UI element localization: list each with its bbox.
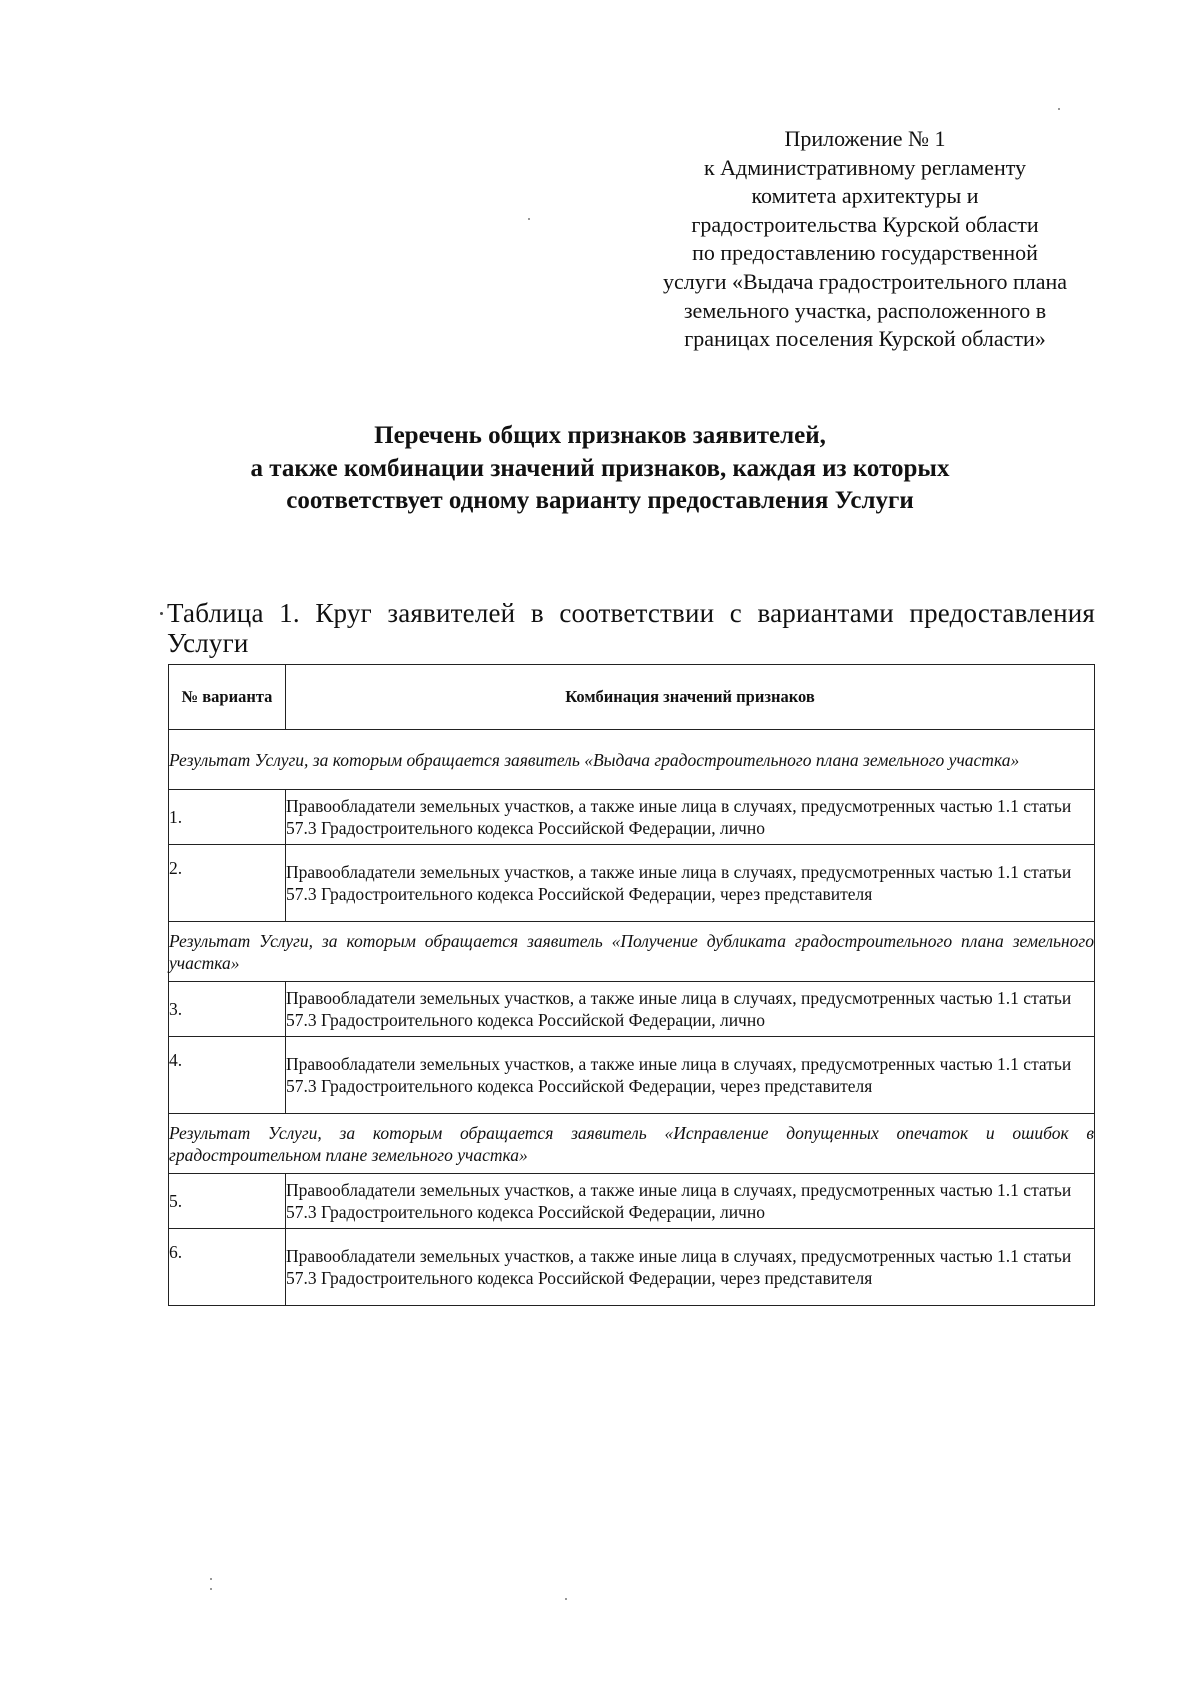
variant-description: Правообладатели земельных участков, а также иные лица в случаях, предусмотренных частью 1.1 статьи 57.3 Градостроительного кодекса Российской Федерации, через представителя <box>286 1229 1095 1306</box>
group-row <box>169 1114 1095 1174</box>
table-row <box>169 845 1095 922</box>
variant-number: 2. <box>169 845 286 922</box>
variant-number: 6. <box>169 1229 286 1306</box>
annex-line: услуги «Выдача градостроительного плана <box>662 268 1068 294</box>
group-result: Результат Услуги, за которым обращается заявитель «Получение дубликата градостроительного плана земельного участка» <box>169 922 1095 982</box>
annex-line: земельного участка, расположенного в <box>683 297 1047 323</box>
table-header-row <box>169 665 1095 730</box>
title-line: а также комбинации значений признаков, каждая из которых <box>250 454 950 482</box>
variant-number: 1. <box>169 790 286 845</box>
table-row <box>169 982 1095 1037</box>
table-caption: Таблица 1. Круг заявителей в соответствии с вариантами предоставления Услуги <box>167 598 1095 658</box>
scan-speck <box>565 1598 567 1600</box>
variant-description: Правообладатели земельных участков, а также иные лица в случаях, предусмотренных частью 1.1 статьи 57.3 Градостроительного кодекса Российской Федерации, лично <box>286 1174 1095 1229</box>
table-row <box>169 1229 1095 1306</box>
annex-header <box>630 125 1100 354</box>
variant-number: 4. <box>169 1037 286 1114</box>
title-line: соответствует одному варианту предоставления Услуги <box>286 487 914 514</box>
annex-line: комитета архитектуры и <box>751 183 979 209</box>
variant-number: 5. <box>169 1174 286 1229</box>
variant-description: Правообладатели земельных участков, а также иные лица в случаях, предусмотренных частью 1.1 статьи 57.3 Градостроительного кодекса Российской Федерации, лично <box>286 982 1095 1037</box>
annex-line: по предоставлению государственной <box>692 240 1038 266</box>
scan-speck <box>528 218 530 220</box>
header-variant-number: № варианта <box>169 665 286 730</box>
variant-description: Правообладатели земельных участков, а также иные лица в случаях, предусмотренных частью 1.1 статьи 57.3 Градостроительного кодекса Российской Федерации, лично <box>286 790 1095 845</box>
group-row <box>169 730 1095 790</box>
annex-line: Приложение № 1 <box>784 126 946 151</box>
table-row <box>169 1037 1095 1114</box>
scan-speck <box>1058 108 1060 110</box>
scan-speck <box>210 1588 212 1590</box>
scan-speck <box>160 612 163 615</box>
title-line: Перечень общих признаков заявителей, <box>374 422 826 449</box>
scan-speck <box>210 1578 212 1580</box>
annex-line: к Административному регламенту <box>703 154 1027 180</box>
group-row <box>169 922 1095 982</box>
table-row <box>169 1174 1095 1229</box>
variants-table <box>168 664 1095 1306</box>
variant-description: Правообладатели земельных участков, а также иные лица в случаях, предусмотренных частью 1.1 статьи 57.3 Градостроительного кодекса Российской Федерации, через представителя <box>286 845 1095 922</box>
header-combination: Комбинация значений признаков <box>286 665 1095 730</box>
group-result: Результат Услуги, за которым обращается заявитель «Исправление допущенных опечаток и ошибок в градостроительном плане земельного участка» <box>169 1114 1095 1174</box>
annex-line: градостроительства Курской области <box>691 211 1039 237</box>
document-title <box>0 420 1200 518</box>
variant-number: 3. <box>169 982 286 1037</box>
annex-line: границах поселения Курской области» <box>684 326 1046 352</box>
group-result: Результат Услуги, за которым обращается заявитель «Выдача градостроительного плана земельного участка» <box>169 730 1095 790</box>
table-row <box>169 790 1095 845</box>
variant-description: Правообладатели земельных участков, а также иные лица в случаях, предусмотренных частью 1.1 статьи 57.3 Градостроительного кодекса Российской Федерации, через представителя <box>286 1037 1095 1114</box>
